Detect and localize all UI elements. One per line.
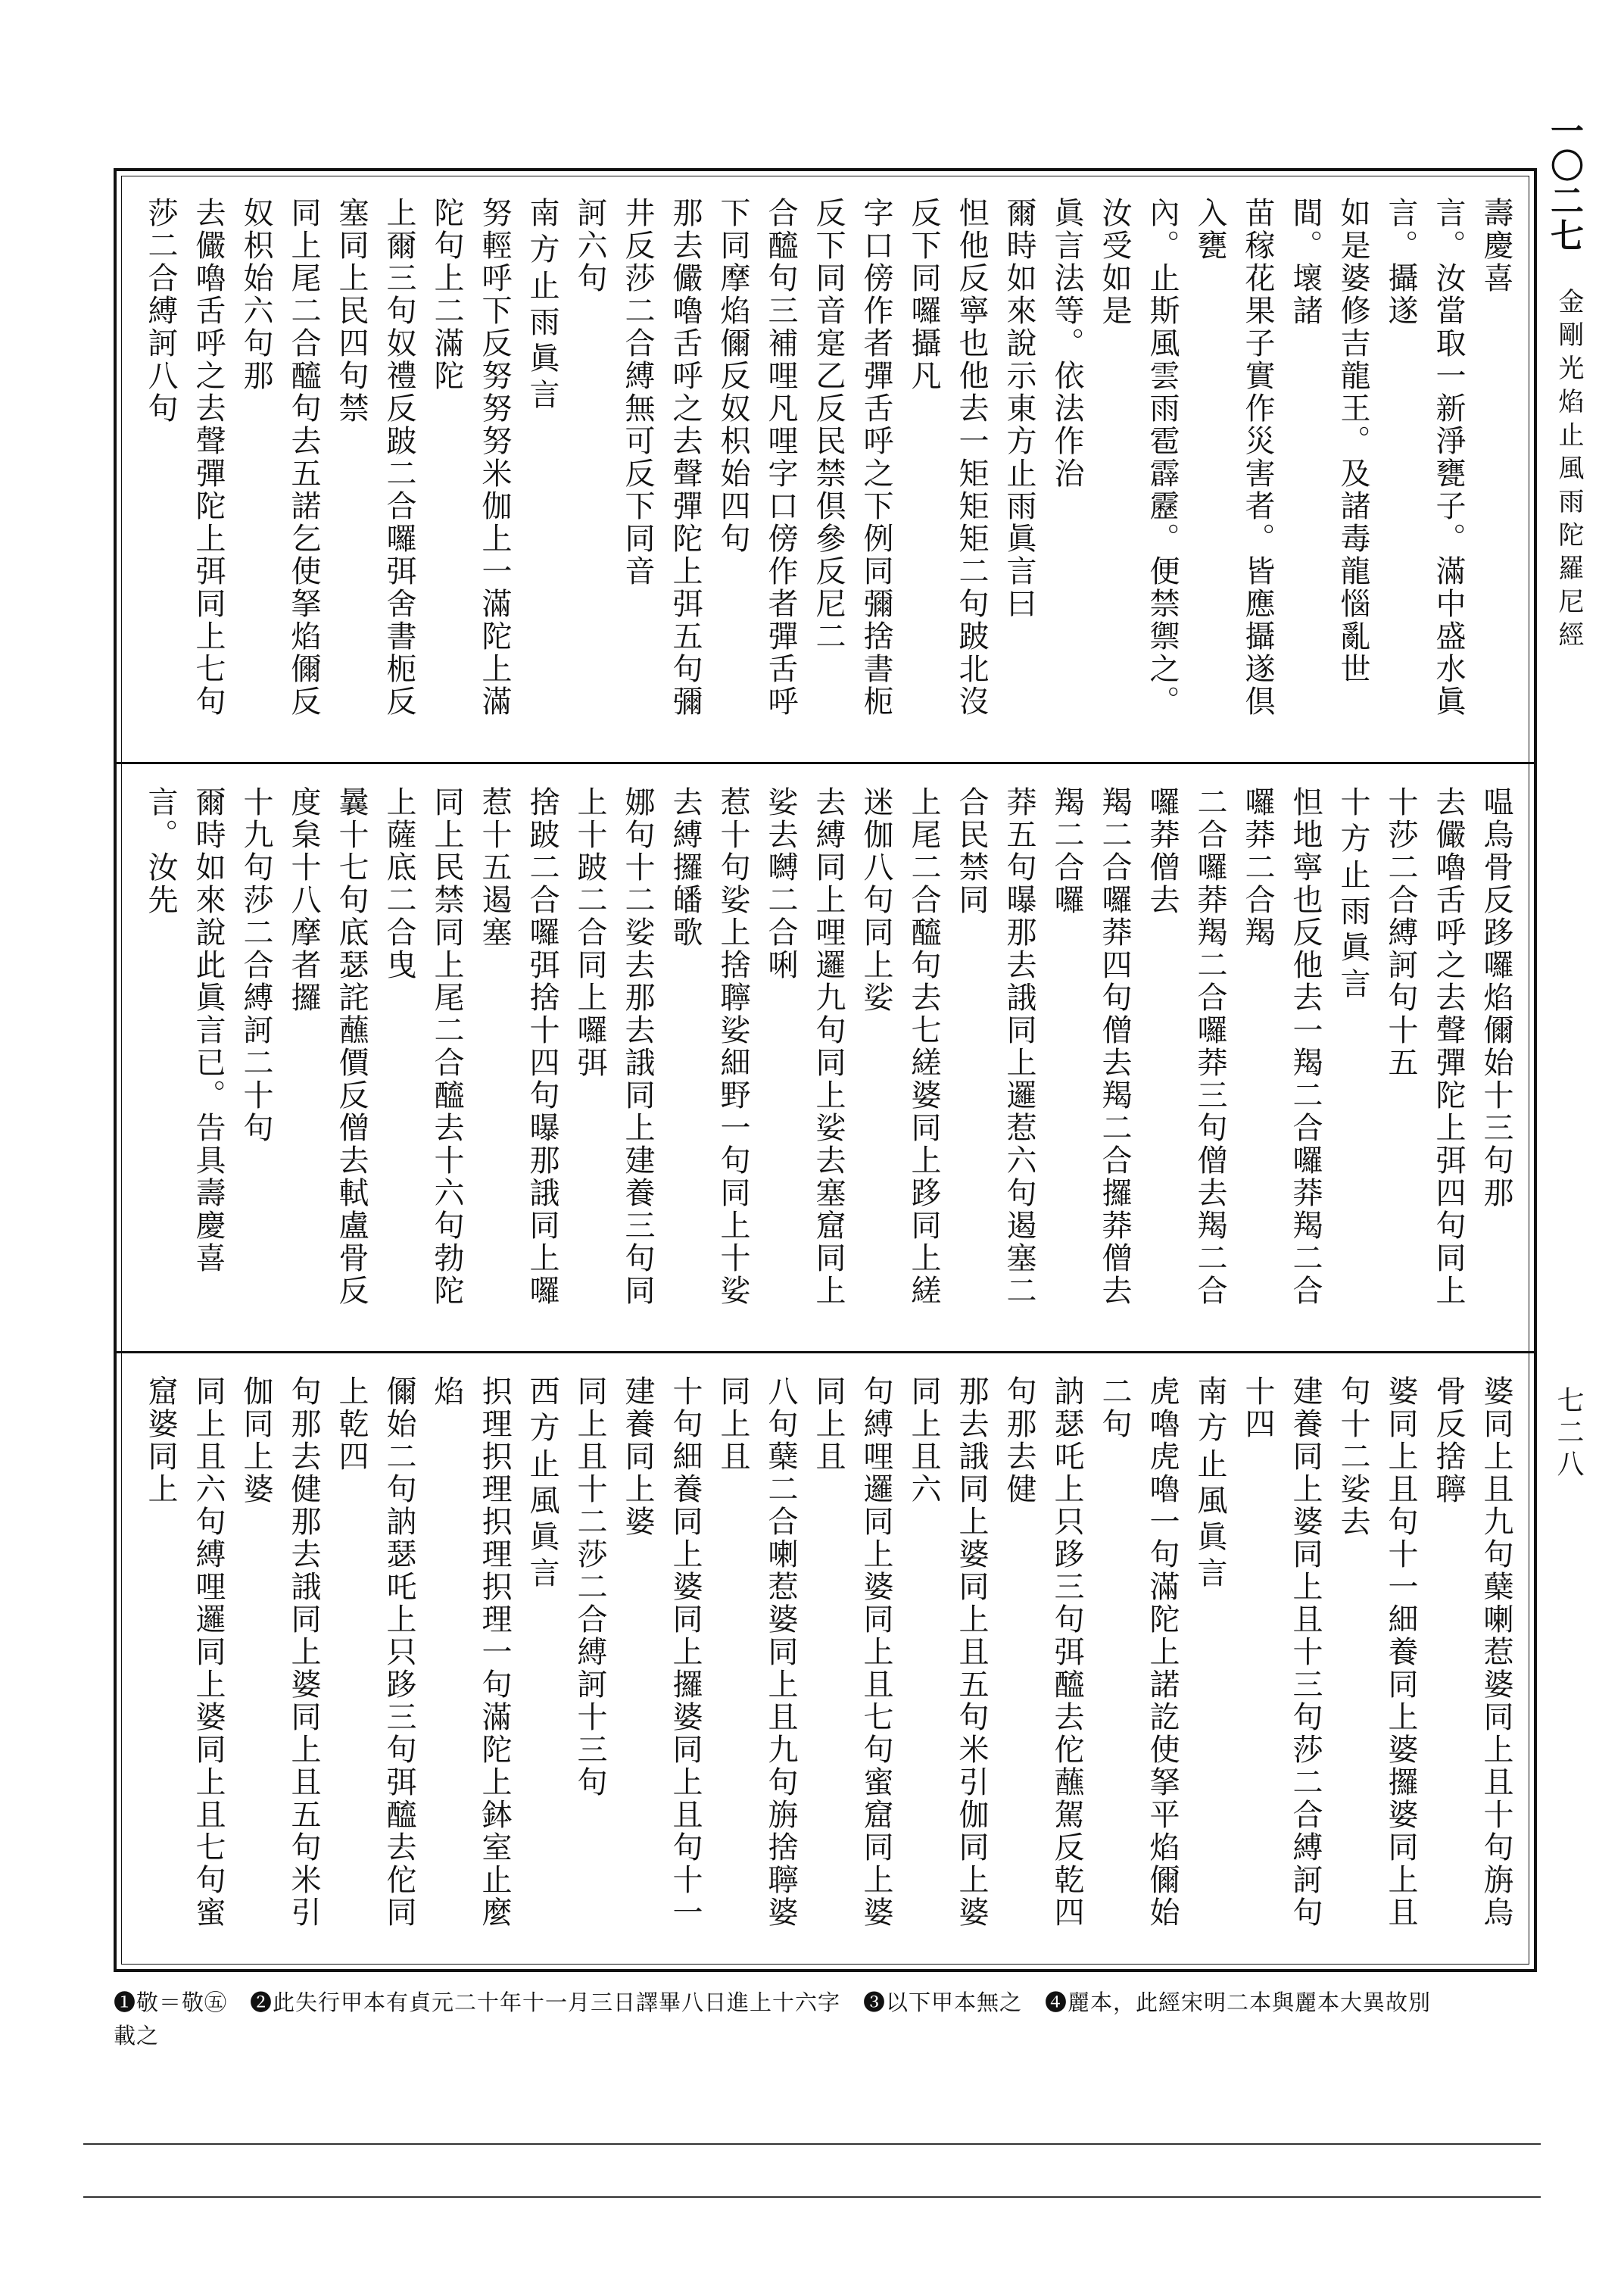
footnote-line-1: ❶敬＝敬㊄ ❷此失行甲本有貞元二十年十一月三日譯畢八日進上十六字 ❸以下甲本無之 ❹麗本，此經宋明二本與麗本大異故別 <box>114 1990 1432 2015</box>
text-column: 南方止雨眞言 <box>525 197 560 415</box>
page-number: 一〇二七 <box>1545 114 1583 253</box>
text-column: 同上民禁同上尾二合醯去十六句勃陀上薩底二合曳 <box>382 786 464 1307</box>
text-column: 同上且十二莎二合縛訶十三句 <box>572 1375 607 1799</box>
text-column: 去儼嚕舌呼之去聲彈陀上弭四句同上十莎二合縛訶句十五 <box>1383 786 1466 1307</box>
register-divider-upper <box>117 762 1534 764</box>
text-column: 字口傍作者彈舌呼之下例同彌捨書枙反下同音寔乙反民禁倶參反尼二 <box>811 197 893 718</box>
text-column: 怛地寧也反他去一羯二合囉莽羯二合囉莽二合羯 <box>1240 786 1323 1307</box>
bottom-rule-2 <box>83 2196 1541 2198</box>
text-column: 苗稼花果子實作災害者。皆應攝遂倶入甕 <box>1192 197 1275 718</box>
text-column: 婆同上且九句蘖喇惹婆同上且十句旃烏骨反捨聹 <box>1431 1375 1513 1929</box>
text-column: 句縛哩邏同上婆同上且七句蜜窟同上婆同上且 <box>811 1375 893 1929</box>
footnotes <box>114 1986 1537 2052</box>
text-column: 那去誐同上婆同上且五句米引伽同上婆同上且六 <box>906 1375 989 1929</box>
text-column: 八句蘖二合喇惹婆同上且九句旃捨聹婆同上且 <box>715 1375 798 1929</box>
running-title: 金剛光焰止風雨陀羅尼經 <box>1554 288 1584 654</box>
text-column: 努輕呼下反努努努米伽上一滿陀上滿陀句上二滿陀 <box>429 197 512 718</box>
text-column: 同上且六句縛哩邏同上婆同上且七句蜜窟婆同上 <box>143 1375 226 1929</box>
text-column: 壽慶喜 <box>1479 197 1513 295</box>
text-column: 言。汝當取一新淨甕子。滿中盛水眞言。攝遂 <box>1383 197 1466 718</box>
top-register-text <box>136 197 1514 750</box>
middle-register-text <box>136 786 1514 1339</box>
middle-register <box>136 786 1514 1339</box>
text-column: 曩十七句底瑟詫蘸價反僧去軾盧骨反度枲十八摩者攞 <box>286 786 369 1307</box>
bottom-rule-1 <box>83 2143 1541 2145</box>
text-column: 儞始二句訥瑟吒上只跢三句弭醯去佗同上乾四 <box>334 1375 416 1929</box>
text-column: 去儼嚕舌呼之去聲彈陀上弭同上七句莎二合縛訶八句 <box>143 197 226 718</box>
text-column: 去縛同上哩邏九句同上娑去塞窟同上娑去嚩二合唎 <box>763 786 846 1307</box>
text-column: 訶六句 <box>572 197 607 295</box>
text-column: 莽五句曝那去誐同上邏惹六句遏塞二合民禁同 <box>954 786 1036 1307</box>
text-column: 如是婆修吉龍王。及諸毒龍惱亂世間。壞諸 <box>1288 197 1370 685</box>
text-column: 怛他反寧也他去一矩矩矩二句跛北沒反下同囉攝凡 <box>906 197 989 718</box>
text-column: 十句細養同上婆同上攞婆同上且句十一建養同上婆 <box>620 1375 703 1929</box>
text-column: 二合囉莽羯二合囉莽三句僧去羯二合囉莽僧去 <box>1145 786 1227 1307</box>
text-column: 羯二合囉莽四句僧去羯二合攞莽僧去羯二合囉 <box>1049 786 1132 1307</box>
text-column: 上尾二合醯句去七縒婆同上跢同上縒迷伽八句同上娑 <box>859 786 941 1307</box>
text-column: 句那去健那去誐同上婆同上且五句米引伽同上婆 <box>238 1375 321 1929</box>
text-frame <box>114 168 1537 1972</box>
text-column: 內。止斯風雲雨雹霹靂。便禁禦之。汝受如是 <box>1097 197 1180 718</box>
register-divider-lower <box>117 1351 1534 1353</box>
text-column: 十九句莎二合縛訶二十句 <box>238 786 273 1144</box>
text-column: 合醯句三補哩凡哩字口傍作者彈舌呼下同摩焰儞反奴枳始四句 <box>715 197 798 718</box>
text-column: 捨跛二合囉弭捨十四句曝那誐同上囉惹十五遏塞 <box>477 786 560 1307</box>
text-column: 嗢烏骨反跢囉焰儞始十三句那 <box>1479 786 1513 1209</box>
text-column: 同上尾二合醯句去五諾乞使拏焰儞反奴枳始六句那 <box>238 197 321 718</box>
text-column: 抧理抧理抧理抧理一句滿陀上鉢室止麼焰 <box>429 1375 512 1929</box>
text-column: 上爾三句奴禮反跛二合囉弭舍書枙反塞同上民四句禁 <box>334 197 416 718</box>
text-column: 南方止風眞言 <box>1192 1375 1227 1593</box>
text-column: 娜句十二娑去那去誐同上建養三句同上十跛二合同上囉弭 <box>572 786 655 1307</box>
footnote-line-2: 載之 <box>114 2023 160 2049</box>
text-column: 爾時如來說示東方止雨眞言曰 <box>1002 197 1036 620</box>
leaf-number: 七二八 <box>1553 1386 1584 1481</box>
bottom-register-text <box>136 1375 1514 1952</box>
top-register <box>136 197 1514 750</box>
text-column: 眞言法等。依法作治 <box>1049 197 1084 490</box>
text-column: 婆同上且句十一細養同上婆攞婆同上且句十二娑去 <box>1336 1375 1418 1929</box>
text-column: 那去儼嚕舌呼之去聲彈陀上弭五句彌井反莎二合縛無可反下同音 <box>620 197 703 718</box>
text-column: 爾時如來說此眞言已。告具壽慶喜言。汝先 <box>143 786 226 1275</box>
text-column: 訥瑟吒上只跢三句弭醯去佗蘸駕反乾四句那去健 <box>1002 1375 1084 1929</box>
text-column: 十方止雨眞言 <box>1336 786 1370 1004</box>
text-column: 西方止風眞言 <box>525 1375 560 1593</box>
text-column: 虎嚕虎嚕一句滿陀上諾訖使拏平焰儞始二句 <box>1097 1375 1180 1929</box>
text-column: 惹十句娑上捨聹娑細野一句同上十娑去縛攞皤歌 <box>668 786 750 1307</box>
text-column: 建養同上婆同上且十三句莎二合縛訶句十四 <box>1240 1375 1323 1929</box>
bottom-register <box>136 1375 1514 1952</box>
